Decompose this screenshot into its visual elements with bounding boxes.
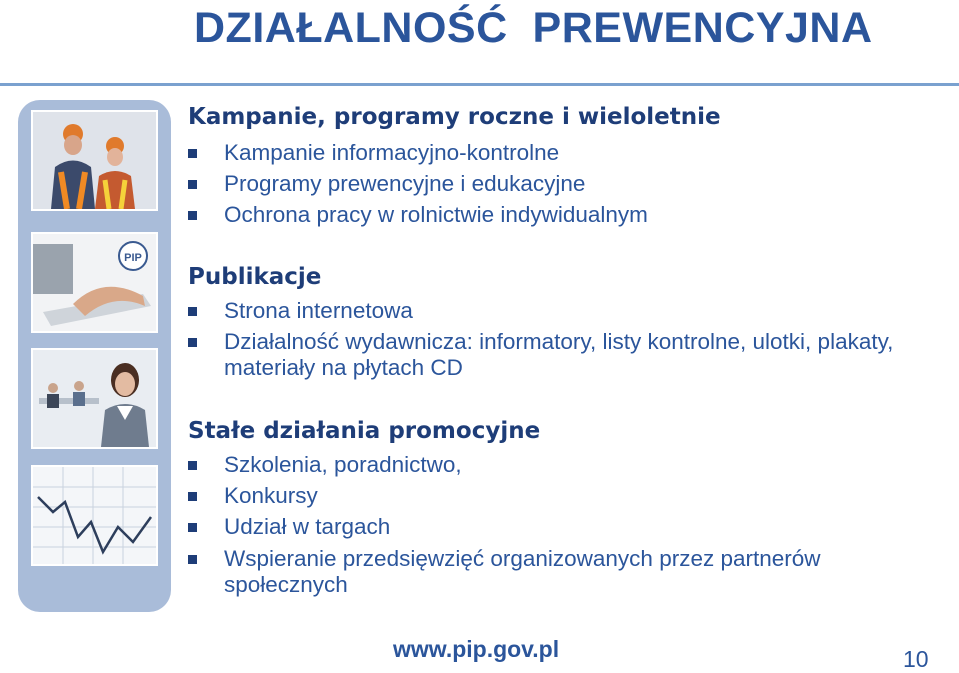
square-bullet-icon: [188, 523, 197, 532]
page-number: 10: [903, 646, 929, 672]
list-item: Strona internetowa: [188, 298, 938, 324]
workers-in-hardhats-photo: [31, 110, 158, 211]
list-item: Działalność wydawnicza: informatory, listy kontrolne, ulotki, plakaty, materiały na płytach CD: [188, 329, 938, 381]
square-bullet-icon: [188, 492, 197, 501]
square-bullet-icon: [188, 211, 197, 220]
list-item: Ochrona pracy w rolnictwie indywidualnym: [188, 202, 938, 228]
svg-text:PIP: PIP: [124, 252, 142, 264]
title-rule: [0, 83, 959, 86]
list-item: Szkolenia, poradnictwo,: [188, 452, 938, 478]
square-bullet-icon: [188, 149, 197, 158]
financial-chart-photo: [31, 465, 158, 566]
square-bullet-icon: [188, 180, 197, 189]
square-bullet-icon: [188, 555, 197, 564]
square-bullet-icon: [188, 461, 197, 470]
list-item: Kampanie informacyjno-kontrolne: [188, 140, 938, 166]
footer-website-link[interactable]: www.pip.gov.pl: [393, 636, 560, 662]
list-item: Udział w targach: [188, 514, 938, 540]
square-bullet-icon: [188, 338, 197, 347]
slide-title: DZIAŁALNOŚĆ PREWENCYJNA: [194, 4, 873, 52]
section-title-publikacje: Publikacje: [188, 264, 322, 290]
list-item: Konkursy: [188, 483, 938, 509]
list-item: Programy prewencyjne i edukacyjne: [188, 171, 938, 197]
list-item: Wspieranie przedsięwzięć organizowanych przez partnerów społecznych: [188, 546, 938, 598]
section-title-kampanie: Kampanie, programy roczne i wieloletnie: [188, 104, 721, 130]
section-title-promocja: Stałe działania promocyjne: [188, 418, 541, 444]
office-people-photo: [31, 348, 158, 449]
hand-on-keyboard-pip-logo-photo: [31, 232, 158, 333]
square-bullet-icon: [188, 307, 197, 316]
